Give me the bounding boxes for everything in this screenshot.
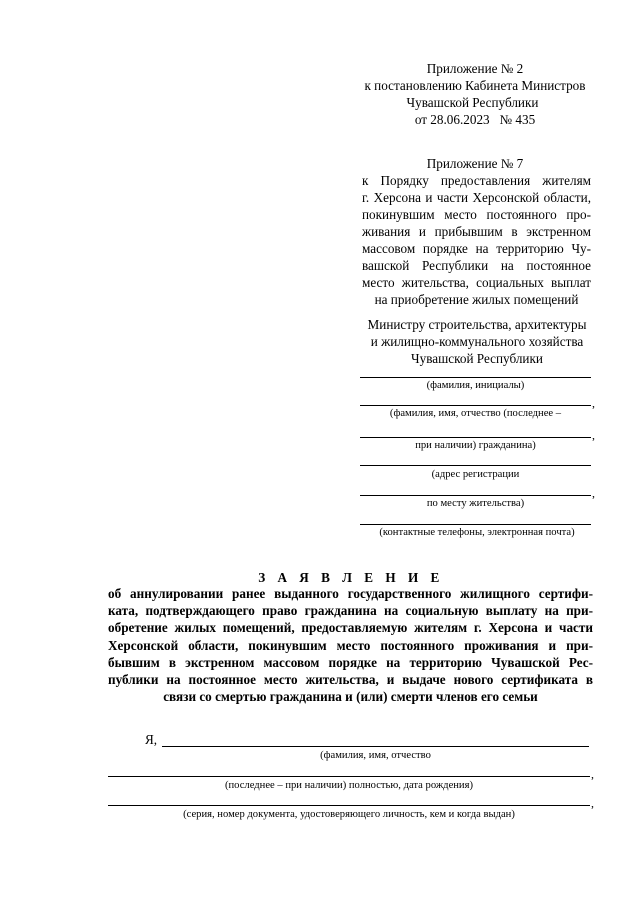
identity-document-caption: (серия, номер документа, удостоверяющего личность, кем и когда выдан): [183, 809, 515, 820]
addressee-line: Министру строительства, архитектуры: [367, 317, 587, 332]
statement-line: обретение жилых помещений, предоставляемую жителям г. Херсона и части: [108, 620, 593, 636]
full-name-caption-1: (фамилия, имя, отчество (последнее –: [389, 408, 562, 419]
contacts-caption: (контактные телефоны, электронная почта): [379, 527, 575, 538]
registration-address-caption-2: по месту жительства): [426, 498, 525, 509]
comma: ,: [591, 767, 594, 781]
comma: ,: [592, 428, 595, 442]
identity-document-line[interactable]: [108, 805, 590, 806]
appendix-7-line: массовом порядке на территорию Чу-: [362, 241, 591, 256]
registration-address-caption-1: (адрес регистрации: [431, 469, 520, 480]
registration-address-line-1[interactable]: [360, 465, 591, 466]
registration-address-line-2[interactable]: [360, 495, 591, 496]
appendix-7-line: к Порядку предоставления жителям: [362, 173, 591, 188]
surname-initials-caption: (фамилия, инициалы): [426, 380, 525, 391]
applicant-full-name-caption: (фамилия, имя, отчество: [320, 750, 431, 761]
appendix-2-header: [340, 60, 610, 128]
appendix-2-title: Приложение № 2: [426, 61, 524, 76]
full-name-caption-2: при наличии) гражданина): [415, 440, 536, 451]
full-name-line-1[interactable]: [360, 405, 591, 406]
appendix-2-republic: Чувашской Республики: [406, 95, 539, 110]
addressee: [352, 316, 602, 367]
appendix-7-line: г. Херсона и части Херсонской области,: [362, 190, 591, 205]
appendix-7-text: [362, 172, 591, 308]
statement-subject: [108, 585, 593, 705]
comma: ,: [592, 486, 595, 500]
statement-line: Херсонской области, покинувшим место постоянного проживания и при-: [108, 637, 593, 653]
applicant-birth-date-caption: (последнее – при наличии) полностью, дата рождения): [224, 780, 474, 791]
comma: ,: [591, 796, 594, 810]
applicant-full-name-line[interactable]: [162, 746, 589, 747]
addressee-line: и жилищно-коммунального хозяйства: [370, 334, 584, 349]
statement-line: об аннулировании ранее выданного государственного жилищного сертифи-: [108, 586, 593, 601]
appendix-7-line: на приобретение жилых помещений: [374, 292, 579, 307]
appendix-7-title: Приложение № 7: [426, 156, 524, 171]
statement-line: публики на постоянное место жительства, и выдаче нового сертификата в: [108, 672, 593, 688]
appendix-7-line: живания и прибывшим в экстренном: [362, 224, 591, 239]
addressee-line: Чувашской Республики: [411, 351, 543, 366]
appendix-2-resolution: к постановлению Кабинета Министров: [364, 78, 586, 93]
statement-line: связи со смертью гражданина и (или) смерти членов его семьи: [163, 689, 538, 705]
comma: ,: [592, 396, 595, 410]
contacts-line[interactable]: [360, 524, 591, 525]
statement-line: бывшим в экстренном массовом порядке на территорию Чувашской Рес-: [108, 654, 593, 670]
appendix-7-line: вашской Республики на постоянное: [362, 258, 591, 273]
statement-title: З А Я В Л Е Н И Е: [258, 570, 444, 585]
statement-line: ката, подтверждающего право гражданина на социальную выплату на при-: [108, 603, 593, 619]
full-name-line-2[interactable]: [360, 437, 591, 438]
appendix-7-line: место жительства, социальных выплат: [362, 275, 591, 290]
appendix-7-line: покинувшим место постоянного про-: [362, 207, 591, 222]
appendix-2-date-number: от 28.06.2023 № 435: [414, 112, 536, 127]
declaration-prefix: Я,: [145, 732, 158, 747]
applicant-birth-date-line[interactable]: [108, 776, 590, 777]
surname-initials-line[interactable]: [360, 377, 591, 378]
